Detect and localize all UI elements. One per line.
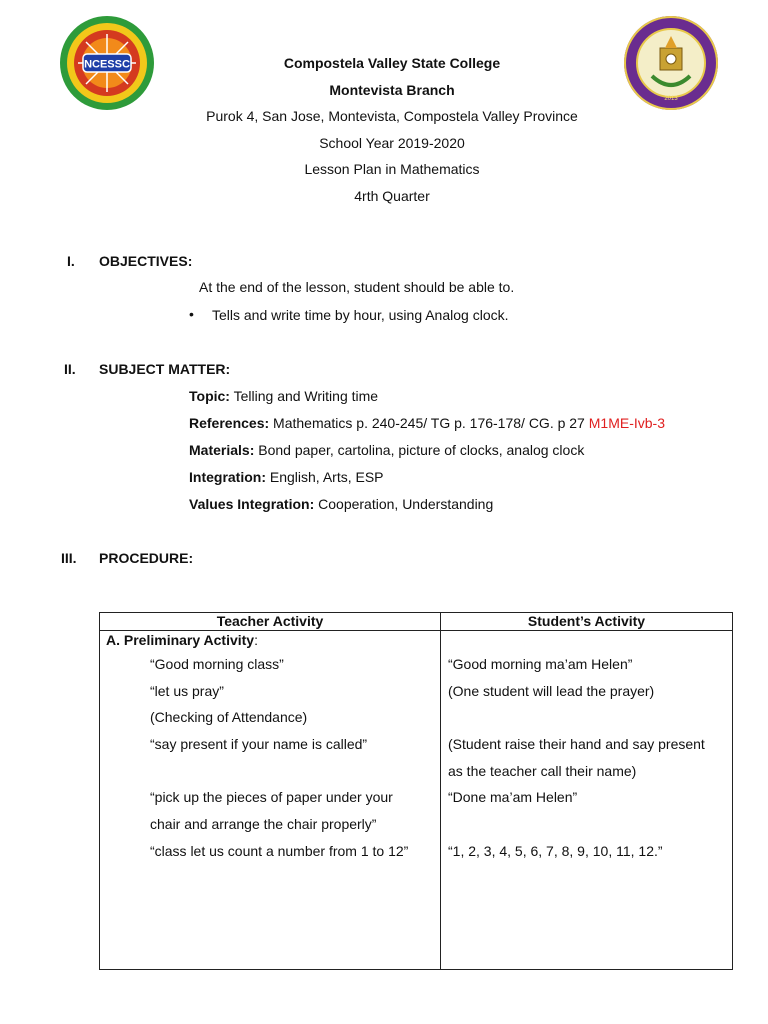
student-activity-cell	[441, 631, 733, 970]
materials-line	[189, 442, 584, 458]
address: Purok 4, San Jose, Montevista, Compostela Valley Province	[206, 108, 578, 125]
college-name: Compostela Valley State College	[283, 55, 501, 71]
materials-label: Materials:	[189, 442, 255, 458]
student-line: as the teacher call their name)	[448, 762, 637, 779]
student-line: (One student will lead the prayer)	[448, 682, 655, 699]
values-integration-label: Values Integration:	[189, 496, 315, 512]
quarter: 4rth Quarter	[354, 187, 430, 204]
lesson-subject: Lesson Plan in Mathematics	[304, 161, 480, 178]
teacher-line: chair and arrange the chair properly”	[150, 816, 377, 833]
objectives-intro: At the end of the lesson, student should be able to.	[199, 279, 515, 295]
section-number: II.	[64, 361, 76, 377]
integration-line	[189, 469, 384, 485]
column-header-student: Student’s Activity	[441, 613, 733, 631]
branch-name: Montevista Branch	[329, 81, 455, 98]
ncessc-logo-text: NCESSC	[84, 58, 130, 71]
teacher-line	[100, 758, 440, 785]
teacher-line: “say present if your name is called”	[150, 736, 368, 753]
student-line	[441, 811, 732, 838]
teacher-line: “pick up the pieces of paper under your	[150, 789, 393, 806]
materials-value: Bond paper, cartolina, picture of clocks, analog clock	[258, 442, 585, 458]
values-integration-value: Cooperation, Understanding	[318, 496, 494, 512]
table-header-row	[100, 613, 733, 631]
cvsc-seal-year: 2013	[664, 96, 678, 102]
section-title: PROCEDURE:	[99, 550, 194, 566]
teacher-activity-cell	[100, 631, 441, 970]
section-number: I.	[67, 253, 75, 269]
topic-value: Telling and Writing time	[233, 388, 379, 404]
teacher-line: (Checking of Attendance)	[150, 709, 308, 726]
section-title: OBJECTIVES:	[99, 253, 193, 269]
student-line: “1, 2, 3, 4, 5, 6, 7, 8, 9, 10, 11, 12.”	[448, 842, 663, 859]
student-line: “Done ma’am Helen”	[448, 789, 578, 806]
section-title: SUBJECT MATTER:	[99, 361, 231, 377]
teacher-line: “Good morning class”	[150, 656, 284, 672]
references-line	[189, 415, 665, 431]
teacher-line: “class let us count a number from 1 to 12”	[150, 842, 409, 859]
column-header-teacher: Teacher Activity	[100, 613, 441, 631]
values-integration-line	[189, 496, 493, 512]
topic-label: Topic:	[189, 388, 230, 404]
bullet-icon: •	[189, 306, 194, 322]
student-line	[441, 704, 732, 731]
table-row	[100, 631, 733, 970]
references-label: References:	[189, 415, 270, 431]
procedure-table	[99, 612, 733, 970]
integration-value: English, Arts, ESP	[269, 469, 384, 485]
teacher-line: “let us pray”	[150, 682, 224, 699]
student-line: (Student raise their hand and say present	[448, 736, 705, 753]
document-header	[0, 54, 768, 214]
preliminary-activity-label: A. Preliminary Activity:	[106, 632, 258, 648]
integration-label: Integration:	[189, 469, 266, 485]
student-line: “Good morning ma’am Helen”	[448, 656, 633, 672]
references-value: Mathematics p. 240-245/ TG p. 176-178/ CG. p 27	[273, 415, 585, 431]
references-code: M1ME-Ivb-3	[588, 415, 665, 431]
topic-line	[189, 388, 378, 404]
school-year: School Year 2019-2020	[319, 134, 465, 151]
section-number: III.	[61, 550, 77, 566]
objective-item: Tells and write time by hour, using Analog clock.	[212, 307, 509, 323]
